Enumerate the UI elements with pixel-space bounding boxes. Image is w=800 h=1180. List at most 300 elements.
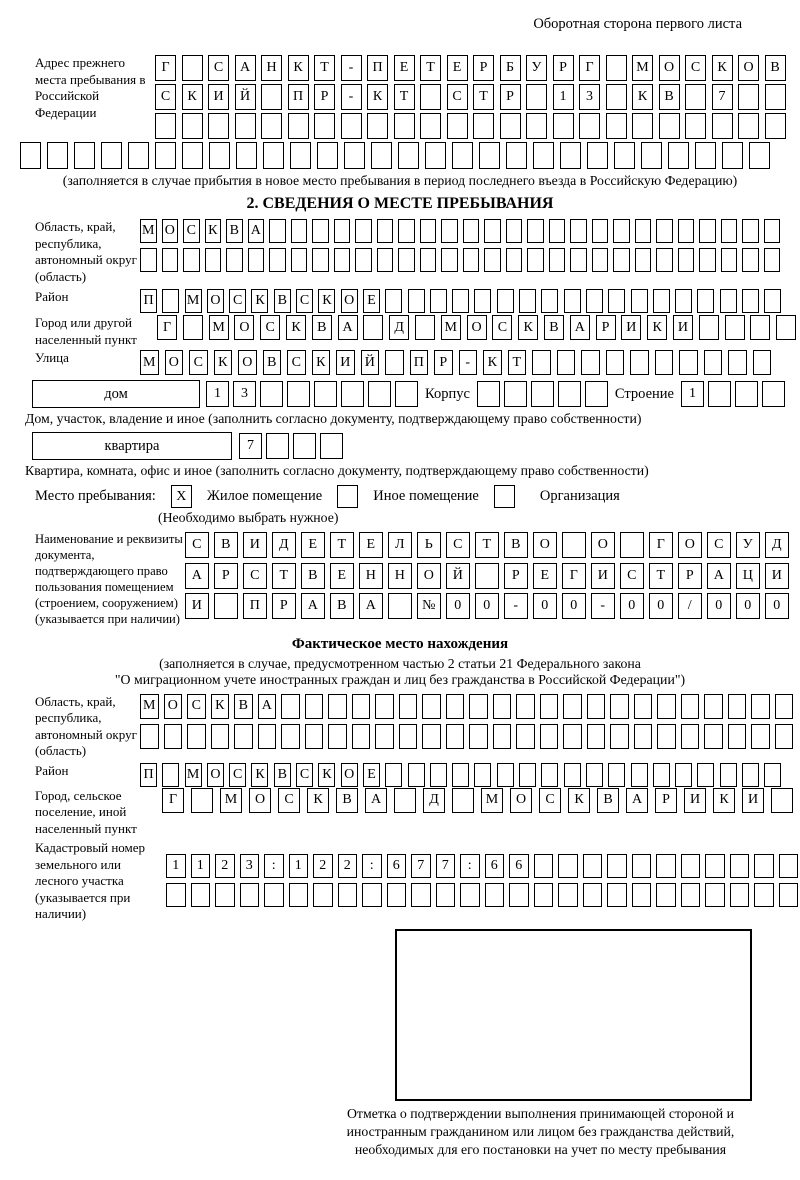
char-cell[interactable] <box>408 763 425 787</box>
char-cell[interactable]: 6 <box>387 854 407 878</box>
char-cell[interactable] <box>712 113 733 139</box>
char-cell[interactable] <box>441 219 458 243</box>
char-cell[interactable] <box>20 142 41 169</box>
char-cell[interactable]: К <box>307 788 329 813</box>
char-cell[interactable] <box>422 724 441 749</box>
char-cell[interactable] <box>632 883 652 907</box>
char-cell[interactable] <box>608 763 625 787</box>
char-cell[interactable] <box>398 142 419 169</box>
char-cell[interactable] <box>305 694 324 719</box>
char-cell[interactable] <box>484 219 501 243</box>
char-cell[interactable]: 0 <box>620 593 644 619</box>
char-cell[interactable] <box>586 763 603 787</box>
char-cell[interactable]: П <box>140 763 157 787</box>
char-cell[interactable] <box>258 724 277 749</box>
char-cell[interactable]: : <box>460 854 480 878</box>
char-cell[interactable] <box>128 142 149 169</box>
char-cell[interactable] <box>497 763 514 787</box>
char-cell[interactable] <box>527 248 544 272</box>
char-cell[interactable]: И <box>243 532 267 558</box>
char-cell[interactable]: О <box>341 289 358 313</box>
char-cell[interactable] <box>678 248 695 272</box>
char-cell[interactable] <box>564 763 581 787</box>
char-cell[interactable] <box>751 694 770 719</box>
char-cell[interactable] <box>355 219 372 243</box>
char-cell[interactable] <box>352 724 371 749</box>
char-cell[interactable] <box>485 883 505 907</box>
char-cell[interactable] <box>762 381 785 407</box>
char-cell[interactable]: О <box>207 289 224 313</box>
char-cell[interactable]: Т <box>649 563 673 589</box>
char-cell[interactable]: М <box>481 788 503 813</box>
char-cell[interactable]: О <box>164 694 183 719</box>
char-cell[interactable]: Й <box>361 350 380 375</box>
char-cell[interactable]: 0 <box>446 593 470 619</box>
char-cell[interactable] <box>377 248 394 272</box>
char-cell[interactable]: В <box>274 289 291 313</box>
char-cell[interactable] <box>305 724 324 749</box>
char-cell[interactable]: У <box>526 55 547 81</box>
char-cell[interactable]: П <box>140 289 157 313</box>
char-cell[interactable] <box>631 763 648 787</box>
char-cell[interactable] <box>764 248 781 272</box>
char-cell[interactable]: А <box>365 788 387 813</box>
char-cell[interactable]: И <box>684 788 706 813</box>
char-cell[interactable] <box>436 883 456 907</box>
char-cell[interactable]: 7 <box>712 84 733 110</box>
char-cell[interactable] <box>266 433 289 459</box>
char-cell[interactable] <box>420 248 437 272</box>
char-cell[interactable]: Р <box>504 563 528 589</box>
char-cell[interactable] <box>754 883 774 907</box>
char-cell[interactable]: Р <box>655 788 677 813</box>
char-cell[interactable] <box>474 289 491 313</box>
char-cell[interactable]: К <box>568 788 590 813</box>
char-cell[interactable]: О <box>234 315 254 340</box>
char-cell[interactable] <box>506 142 527 169</box>
char-cell[interactable] <box>705 854 725 878</box>
char-cell[interactable] <box>385 763 402 787</box>
char-cell[interactable]: О <box>207 763 224 787</box>
char-cell[interactable] <box>385 350 404 375</box>
char-cell[interactable]: 0 <box>736 593 760 619</box>
char-cell[interactable] <box>368 381 391 407</box>
char-cell[interactable]: Т <box>508 350 527 375</box>
char-cell[interactable] <box>101 142 122 169</box>
char-cell[interactable] <box>586 289 603 313</box>
char-cell[interactable]: П <box>243 593 267 619</box>
char-cell[interactable]: Р <box>596 315 616 340</box>
char-cell[interactable] <box>532 350 551 375</box>
char-cell[interactable]: А <box>248 219 265 243</box>
char-cell[interactable]: Й <box>235 84 256 110</box>
char-cell[interactable] <box>728 724 747 749</box>
char-cell[interactable] <box>631 289 648 313</box>
char-cell[interactable] <box>430 763 447 787</box>
char-cell[interactable] <box>681 724 700 749</box>
char-cell[interactable]: В <box>214 532 238 558</box>
char-cell[interactable]: Д <box>389 315 409 340</box>
char-cell[interactable] <box>653 763 670 787</box>
char-cell[interactable] <box>469 724 488 749</box>
char-cell[interactable] <box>540 724 559 749</box>
char-cell[interactable] <box>509 883 529 907</box>
char-cell[interactable] <box>607 854 627 878</box>
char-cell[interactable]: / <box>678 593 702 619</box>
char-cell[interactable] <box>162 248 179 272</box>
char-cell[interactable] <box>659 113 680 139</box>
char-cell[interactable] <box>260 381 283 407</box>
char-cell[interactable] <box>162 763 179 787</box>
char-cell[interactable]: Т <box>475 532 499 558</box>
char-cell[interactable] <box>681 854 701 878</box>
char-cell[interactable]: С <box>278 788 300 813</box>
char-cell[interactable]: В <box>336 788 358 813</box>
char-cell[interactable]: В <box>234 694 253 719</box>
char-cell[interactable] <box>583 883 603 907</box>
char-cell[interactable] <box>334 219 351 243</box>
char-cell[interactable] <box>728 350 747 375</box>
char-cell[interactable]: 2 <box>338 854 358 878</box>
char-cell[interactable]: В <box>544 315 564 340</box>
char-cell[interactable] <box>394 113 415 139</box>
char-cell[interactable]: П <box>410 350 429 375</box>
char-cell[interactable] <box>614 142 635 169</box>
char-cell[interactable] <box>312 248 329 272</box>
char-cell[interactable] <box>166 883 186 907</box>
char-cell[interactable]: К <box>288 55 309 81</box>
char-cell[interactable]: О <box>341 763 358 787</box>
char-cell[interactable]: А <box>235 55 256 81</box>
char-cell[interactable]: К <box>211 694 230 719</box>
char-cell[interactable] <box>313 883 333 907</box>
char-cell[interactable]: - <box>341 84 362 110</box>
char-cell[interactable]: С <box>447 84 468 110</box>
char-cell[interactable] <box>730 854 750 878</box>
char-cell[interactable] <box>328 694 347 719</box>
char-cell[interactable]: О <box>165 350 184 375</box>
char-cell[interactable]: Т <box>330 532 354 558</box>
char-cell[interactable]: Й <box>446 563 470 589</box>
char-cell[interactable] <box>534 883 554 907</box>
char-cell[interactable] <box>721 219 738 243</box>
char-cell[interactable]: А <box>707 563 731 589</box>
char-cell[interactable] <box>182 113 203 139</box>
char-cell[interactable] <box>317 142 338 169</box>
char-cell[interactable] <box>420 219 437 243</box>
char-cell[interactable] <box>699 219 716 243</box>
char-cell[interactable]: Д <box>423 788 445 813</box>
char-cell[interactable] <box>730 883 750 907</box>
char-cell[interactable] <box>375 724 394 749</box>
char-cell[interactable] <box>607 883 627 907</box>
checkbox-organization[interactable] <box>494 485 515 508</box>
char-cell[interactable] <box>681 694 700 719</box>
char-cell[interactable] <box>452 788 474 813</box>
char-cell[interactable]: А <box>258 694 277 719</box>
char-cell[interactable]: К <box>251 289 268 313</box>
char-cell[interactable]: Б <box>500 55 521 81</box>
char-cell[interactable]: - <box>459 350 478 375</box>
char-cell[interactable] <box>526 113 547 139</box>
char-cell[interactable] <box>506 248 523 272</box>
char-cell[interactable] <box>722 142 743 169</box>
char-cell[interactable] <box>240 883 260 907</box>
char-cell[interactable] <box>541 289 558 313</box>
char-cell[interactable] <box>205 248 222 272</box>
char-cell[interactable] <box>656 854 676 878</box>
char-cell[interactable] <box>699 315 719 340</box>
char-cell[interactable] <box>388 593 412 619</box>
char-cell[interactable]: О <box>591 532 615 558</box>
char-cell[interactable] <box>74 142 95 169</box>
char-cell[interactable] <box>750 315 770 340</box>
char-cell[interactable] <box>408 289 425 313</box>
char-cell[interactable] <box>681 883 701 907</box>
char-cell[interactable] <box>704 694 723 719</box>
char-cell[interactable] <box>531 381 554 407</box>
char-cell[interactable]: К <box>318 289 335 313</box>
char-cell[interactable] <box>164 724 183 749</box>
char-cell[interactable]: Р <box>473 55 494 81</box>
char-cell[interactable] <box>764 763 781 787</box>
char-cell[interactable] <box>526 84 547 110</box>
char-cell[interactable] <box>549 219 566 243</box>
char-cell[interactable] <box>606 350 625 375</box>
char-cell[interactable]: Р <box>553 55 574 81</box>
char-cell[interactable]: И <box>621 315 641 340</box>
char-cell[interactable] <box>564 289 581 313</box>
char-cell[interactable]: М <box>185 289 202 313</box>
char-cell[interactable]: 3 <box>240 854 260 878</box>
char-cell[interactable]: 0 <box>562 593 586 619</box>
char-cell[interactable]: 0 <box>533 593 557 619</box>
char-cell[interactable]: А <box>359 593 383 619</box>
char-cell[interactable]: 1 <box>166 854 186 878</box>
char-cell[interactable] <box>140 248 157 272</box>
char-cell[interactable]: С <box>187 694 206 719</box>
char-cell[interactable] <box>540 694 559 719</box>
char-cell[interactable] <box>226 248 243 272</box>
char-cell[interactable]: Г <box>155 55 176 81</box>
char-cell[interactable] <box>708 381 731 407</box>
char-cell[interactable] <box>587 694 606 719</box>
char-cell[interactable]: С <box>229 763 246 787</box>
char-cell[interactable] <box>341 381 364 407</box>
char-cell[interactable] <box>506 219 523 243</box>
char-cell[interactable] <box>519 763 536 787</box>
char-cell[interactable] <box>656 219 673 243</box>
char-cell[interactable] <box>269 248 286 272</box>
char-cell[interactable]: 0 <box>765 593 789 619</box>
char-cell[interactable]: К <box>632 84 653 110</box>
char-cell[interactable]: Н <box>261 55 282 81</box>
char-cell[interactable]: 0 <box>475 593 499 619</box>
char-cell[interactable] <box>399 694 418 719</box>
char-cell[interactable]: Е <box>330 563 354 589</box>
char-cell[interactable]: 0 <box>707 593 731 619</box>
char-cell[interactable] <box>675 763 692 787</box>
char-cell[interactable]: П <box>367 55 388 81</box>
char-cell[interactable]: Р <box>500 84 521 110</box>
char-cell[interactable] <box>441 248 458 272</box>
char-cell[interactable]: 6 <box>485 854 505 878</box>
char-cell[interactable]: М <box>140 219 157 243</box>
char-cell[interactable] <box>570 248 587 272</box>
char-cell[interactable]: И <box>765 563 789 589</box>
char-cell[interactable]: И <box>742 788 764 813</box>
char-cell[interactable]: К <box>483 350 502 375</box>
char-cell[interactable]: Е <box>363 289 380 313</box>
char-cell[interactable]: Ц <box>736 563 760 589</box>
char-cell[interactable] <box>581 350 600 375</box>
char-cell[interactable] <box>261 113 282 139</box>
char-cell[interactable]: С <box>296 289 313 313</box>
char-cell[interactable]: О <box>162 219 179 243</box>
char-cell[interactable] <box>367 113 388 139</box>
char-cell[interactable] <box>765 113 786 139</box>
char-cell[interactable] <box>290 142 311 169</box>
char-cell[interactable] <box>281 724 300 749</box>
char-cell[interactable]: В <box>330 593 354 619</box>
char-cell[interactable]: М <box>209 315 229 340</box>
char-cell[interactable] <box>344 142 365 169</box>
char-cell[interactable]: М <box>185 763 202 787</box>
char-cell[interactable]: С <box>492 315 512 340</box>
char-cell[interactable] <box>452 289 469 313</box>
char-cell[interactable]: 1 <box>553 84 574 110</box>
char-cell[interactable]: О <box>249 788 271 813</box>
char-cell[interactable] <box>749 142 770 169</box>
char-cell[interactable]: У <box>736 532 760 558</box>
char-cell[interactable] <box>155 113 176 139</box>
char-cell[interactable]: С <box>189 350 208 375</box>
char-cell[interactable]: Н <box>359 563 383 589</box>
char-cell[interactable]: Р <box>314 84 335 110</box>
char-cell[interactable] <box>263 142 284 169</box>
char-cell[interactable] <box>562 532 586 558</box>
char-cell[interactable] <box>236 142 257 169</box>
char-cell[interactable] <box>728 694 747 719</box>
char-cell[interactable]: Г <box>157 315 177 340</box>
char-cell[interactable] <box>610 694 629 719</box>
char-cell[interactable] <box>479 142 500 169</box>
char-cell[interactable]: С <box>446 532 470 558</box>
char-cell[interactable]: К <box>251 763 268 787</box>
char-cell[interactable]: - <box>341 55 362 81</box>
char-cell[interactable] <box>420 84 441 110</box>
char-cell[interactable] <box>314 113 335 139</box>
char-cell[interactable]: Е <box>533 563 557 589</box>
char-cell[interactable] <box>183 315 203 340</box>
char-cell[interactable] <box>500 113 521 139</box>
char-cell[interactable] <box>764 219 781 243</box>
char-cell[interactable] <box>191 788 213 813</box>
char-cell[interactable] <box>699 248 716 272</box>
char-cell[interactable]: В <box>274 763 291 787</box>
char-cell[interactable] <box>446 724 465 749</box>
char-cell[interactable]: Т <box>473 84 494 110</box>
char-cell[interactable]: - <box>591 593 615 619</box>
char-cell[interactable]: С <box>260 315 280 340</box>
char-cell[interactable] <box>235 113 256 139</box>
char-cell[interactable] <box>725 315 745 340</box>
char-cell[interactable]: 2 <box>215 854 235 878</box>
char-cell[interactable] <box>735 381 758 407</box>
char-cell[interactable]: С <box>183 219 200 243</box>
char-cell[interactable]: К <box>318 763 335 787</box>
char-cell[interactable]: О <box>659 55 680 81</box>
char-cell[interactable] <box>446 694 465 719</box>
char-cell[interactable]: И <box>336 350 355 375</box>
char-cell[interactable] <box>742 289 759 313</box>
char-cell[interactable] <box>375 694 394 719</box>
char-cell[interactable]: С <box>243 563 267 589</box>
char-cell[interactable]: С <box>539 788 561 813</box>
char-cell[interactable] <box>287 381 310 407</box>
char-cell[interactable] <box>475 563 499 589</box>
char-cell[interactable] <box>668 142 689 169</box>
char-cell[interactable]: И <box>673 315 693 340</box>
char-cell[interactable] <box>140 724 159 749</box>
char-cell[interactable]: К <box>214 350 233 375</box>
char-cell[interactable] <box>742 248 759 272</box>
char-cell[interactable] <box>656 883 676 907</box>
char-cell[interactable]: 1 <box>206 381 229 407</box>
char-cell[interactable]: А <box>570 315 590 340</box>
char-cell[interactable] <box>634 724 653 749</box>
char-cell[interactable] <box>753 350 772 375</box>
char-cell[interactable] <box>765 84 786 110</box>
char-cell[interactable]: 7 <box>239 433 262 459</box>
char-cell[interactable]: С <box>208 55 229 81</box>
char-cell[interactable] <box>775 694 794 719</box>
char-cell[interactable] <box>557 350 576 375</box>
char-cell[interactable] <box>632 854 652 878</box>
checkbox-other-premises[interactable] <box>337 485 358 508</box>
char-cell[interactable] <box>411 883 431 907</box>
char-cell[interactable] <box>592 248 609 272</box>
char-cell[interactable] <box>697 289 714 313</box>
char-cell[interactable]: 0 <box>649 593 673 619</box>
char-cell[interactable] <box>420 113 441 139</box>
char-cell[interactable]: 7 <box>411 854 431 878</box>
char-cell[interactable] <box>516 724 535 749</box>
char-cell[interactable]: 3 <box>233 381 256 407</box>
char-cell[interactable] <box>720 763 737 787</box>
char-cell[interactable] <box>47 142 68 169</box>
char-cell[interactable]: С <box>229 289 246 313</box>
char-cell[interactable]: И <box>208 84 229 110</box>
char-cell[interactable]: 1 <box>289 854 309 878</box>
char-cell[interactable] <box>334 248 351 272</box>
char-cell[interactable] <box>563 694 582 719</box>
char-cell[interactable] <box>519 289 536 313</box>
char-cell[interactable] <box>606 55 627 81</box>
char-cell[interactable] <box>553 113 574 139</box>
char-cell[interactable]: М <box>441 315 461 340</box>
char-cell[interactable] <box>493 694 512 719</box>
char-cell[interactable]: Ь <box>417 532 441 558</box>
char-cell[interactable] <box>585 381 608 407</box>
char-cell[interactable] <box>425 142 446 169</box>
char-cell[interactable] <box>558 883 578 907</box>
char-cell[interactable] <box>234 724 253 749</box>
char-cell[interactable]: Е <box>447 55 468 81</box>
char-cell[interactable] <box>155 142 176 169</box>
char-cell[interactable]: 1 <box>191 854 211 878</box>
char-cell[interactable] <box>355 248 372 272</box>
